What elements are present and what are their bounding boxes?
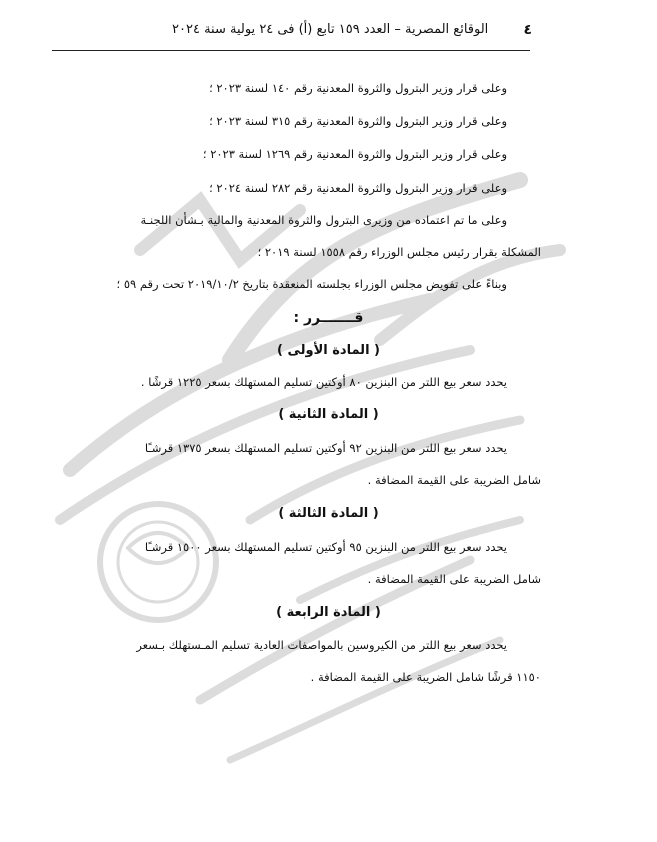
article-heading: ( المادة الثالثة ) [278, 506, 379, 521]
preamble-line: وعلى قرار وزير البترول والثروة المعدنية رقم ٢٨٢ لسنة ٢٠٢٤ ؛ [209, 181, 507, 195]
decree-word: قـــــــرر : [293, 310, 364, 326]
preamble-line: وبناءً على تفويض مجلس الوزراء بجلسته المنعقدة بتاريخ ٢٠١٩/١٠/٢ تحت رقم ٥٩ ؛ [116, 277, 507, 291]
article-line: يحدد سعر بيع اللتر من البنزين ٨٠ أوكتين تسليم المستهلك بسعر ١٢٢٥ قرشًا . [140, 375, 507, 389]
article-line: يحدد سعر بيع اللتر من الكيروسين بالمواصفات العادية تسليم المـستهلك بـسعر [136, 638, 507, 652]
article-line: يحدد سعر بيع اللتر من البنزين ٩٥ أوكتين تسليم المستهلك بسعر ١٥٠٠ قرشـًا [144, 540, 507, 554]
article-line: شامل الضريبة على القيمة المضافة . [367, 473, 541, 487]
page-number: ٤ [523, 22, 532, 38]
preamble-line: المشكلة بقرار رئيس مجلس الوزراء رقم ١٥٥٨ لسنة ٢٠١٩ ؛ [257, 245, 541, 259]
preamble-line: وعلى قرار وزير البترول والثروة المعدنية رقم ٣١٥ لسنة ٢٠٢٣ ؛ [209, 114, 507, 128]
header-rule [52, 50, 530, 51]
preamble-line: وعلى قرار وزير البترول والثروة المعدنية رقم ١٤٠ لسنة ٢٠٢٣ ؛ [209, 81, 507, 95]
preamble-line: وعلى ما تم اعتماده من وزيرى البترول والثروة المعدنية والمالية بـشأن اللجنـة [140, 213, 507, 227]
preamble-line: وعلى قرار وزير البترول والثروة المعدنية رقم ١٢٦٩ لسنة ٢٠٢٣ ؛ [202, 147, 507, 161]
article-line: ١١٥٠ قرشًا شامل الضريبة على القيمة المضافة . [310, 670, 541, 684]
article-line: شامل الضريبة على القيمة المضافة . [367, 572, 541, 586]
article-heading: ( المادة الثانية ) [278, 407, 379, 422]
running-header [52, 22, 532, 44]
article-heading: ( المادة الرابعة ) [276, 605, 381, 620]
article-line: يحدد سعر بيع اللتر من البنزين ٩٢ أوكتين تسليم المستهلك بسعر ١٣٧٥ قرشـًا [144, 441, 507, 455]
gazette-title: الوقائع المصرية – العدد ١٥٩ تابع (أ) فى ٢٤ يولية سنة ٢٠٢٤ [172, 22, 489, 37]
article-heading: ( المادة الأولى ) [277, 343, 380, 358]
